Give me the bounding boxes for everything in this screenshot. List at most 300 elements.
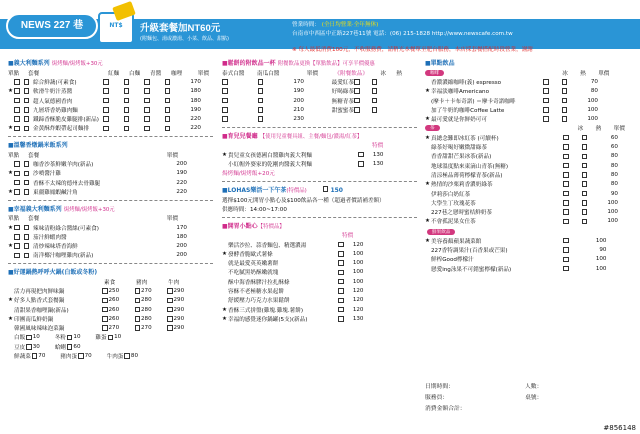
- checkbox[interactable]: [24, 161, 30, 167]
- item-price: 80: [610, 181, 618, 188]
- menu-row: [425, 161, 635, 170]
- star-icon: ★: [8, 224, 14, 231]
- checkbox[interactable]: [338, 307, 344, 313]
- checkbox[interactable]: [14, 88, 20, 94]
- checkbox[interactable]: [103, 79, 109, 85]
- checkbox[interactable]: [258, 116, 264, 122]
- order-summary: [425, 382, 635, 415]
- address: 台南市中西區中正路227巷11號 電話：(06) 215-1828: [292, 30, 431, 37]
- star-icon: ★: [222, 250, 228, 257]
- item-price: 180: [176, 233, 187, 240]
- checkbox[interactable]: [135, 307, 141, 313]
- checkbox[interactable]: [372, 107, 378, 113]
- checkbox[interactable]: [103, 88, 109, 94]
- item-price: 290: [173, 325, 185, 332]
- checkbox[interactable]: [258, 98, 264, 104]
- item-name: 酥中海香酥膠汁拉扎酥條: [228, 279, 290, 286]
- checkbox[interactable]: [582, 200, 588, 206]
- extra-price: 60: [73, 343, 81, 350]
- addon-note: 焗烤麵/焗烤飯+20元: [222, 171, 275, 178]
- item-price: 290: [173, 315, 185, 322]
- checkbox[interactable]: [78, 353, 84, 359]
- item-name: 美容養顏蘋果蔬菜館: [431, 238, 482, 245]
- checkbox[interactable]: [24, 189, 30, 195]
- menu-row: [222, 305, 417, 314]
- checkbox[interactable]: [543, 79, 549, 85]
- checkbox[interactable]: [124, 353, 130, 359]
- section-title: ■溫馨香燉鍋米飯系列: [8, 142, 68, 150]
- checkbox[interactable]: [563, 200, 569, 206]
- item-price: 290: [173, 297, 185, 304]
- checkbox[interactable]: [323, 186, 329, 192]
- checkbox[interactable]: [14, 116, 20, 122]
- checkbox[interactable]: [14, 107, 20, 113]
- item-price: 220: [176, 188, 187, 195]
- checkbox[interactable]: [338, 279, 344, 285]
- checkbox[interactable]: [167, 316, 173, 322]
- checkbox[interactable]: [135, 298, 141, 304]
- section-title-text: ■幸福義大利麵系列: [8, 205, 62, 213]
- checkbox[interactable]: [24, 171, 30, 177]
- checkbox[interactable]: [108, 335, 114, 341]
- checkbox[interactable]: [14, 79, 20, 85]
- checkbox[interactable]: [24, 126, 30, 132]
- checkbox[interactable]: [338, 251, 344, 257]
- menu-row: [8, 159, 213, 168]
- item-price: 270: [108, 325, 120, 332]
- item-price: 100: [595, 265, 607, 272]
- checkbox[interactable]: [124, 88, 130, 94]
- checkbox[interactable]: [124, 116, 130, 122]
- item-price: 90: [599, 246, 607, 253]
- item-price: 100: [607, 218, 618, 225]
- item-name: 咖香沙茶鮮嫩羊肉(新品): [33, 162, 94, 169]
- checkbox[interactable]: [165, 88, 171, 94]
- item-name: 好多人點香式套餐鍋: [14, 298, 65, 305]
- extra-price: 10: [32, 334, 40, 341]
- checkbox[interactable]: [563, 154, 569, 160]
- item-name: 清涼極品薄荷檸檬青茶(新品): [431, 172, 503, 179]
- checkbox[interactable]: [563, 144, 569, 150]
- checkbox[interactable]: [372, 88, 378, 94]
- checkbox[interactable]: [135, 316, 141, 322]
- checkbox[interactable]: [222, 88, 228, 94]
- menu-list: [425, 133, 635, 226]
- checkbox[interactable]: [67, 344, 73, 350]
- checkbox[interactable]: [165, 107, 171, 113]
- checkbox[interactable]: [165, 116, 171, 122]
- checkbox[interactable]: [222, 79, 228, 85]
- checkbox[interactable]: [582, 135, 588, 141]
- section-title: ■單點飲品: [425, 60, 455, 67]
- item-price: 100: [595, 237, 607, 244]
- checkbox[interactable]: [67, 335, 73, 341]
- star-icon: ★: [425, 134, 431, 141]
- checkbox[interactable]: [543, 116, 549, 122]
- menu-row: [8, 87, 213, 96]
- checkbox[interactable]: [24, 180, 30, 186]
- star-icon: ★: [222, 151, 228, 158]
- item-price: 280: [141, 306, 152, 313]
- menu-row: [8, 96, 213, 105]
- col-header: 套餐: [28, 152, 40, 159]
- checkbox[interactable]: [543, 88, 549, 94]
- checkbox[interactable]: [543, 107, 549, 113]
- extra-name: 豬肉蛋: [60, 354, 78, 361]
- checkbox[interactable]: [167, 288, 173, 294]
- checkbox[interactable]: [14, 161, 20, 167]
- section-title-text: ■LOHAS樂活一下午茶: [222, 186, 287, 194]
- checkbox[interactable]: [167, 325, 173, 331]
- divider: [222, 127, 417, 128]
- price: 150: [330, 186, 343, 194]
- item-price: 200: [176, 161, 187, 168]
- checkbox[interactable]: [24, 234, 30, 240]
- checkbox[interactable]: [562, 88, 568, 94]
- checkbox[interactable]: [14, 234, 20, 240]
- checkbox[interactable]: [24, 107, 30, 113]
- checkbox[interactable]: [144, 98, 150, 104]
- menu-row: [222, 268, 417, 277]
- col-header: 南瓜白醬: [257, 70, 280, 77]
- table-header: [222, 231, 417, 240]
- checkbox[interactable]: [124, 98, 130, 104]
- col-header: 熱: [595, 126, 602, 133]
- checkbox[interactable]: [124, 126, 130, 132]
- item-price: 270: [141, 325, 152, 332]
- item-price: 80: [610, 171, 618, 178]
- category-pill: 咖啡: [425, 70, 444, 76]
- col-header: 牛肉: [168, 279, 180, 286]
- table-header: [222, 68, 417, 77]
- checkbox[interactable]: [338, 316, 344, 322]
- menu-row: [8, 187, 213, 196]
- checkbox[interactable]: [124, 79, 130, 85]
- checkbox[interactable]: [582, 172, 588, 178]
- item-price: 200: [293, 97, 304, 104]
- item-price: 280: [141, 315, 152, 322]
- menu-row: [222, 277, 417, 286]
- menu-row: [425, 217, 635, 226]
- checkbox[interactable]: [14, 98, 20, 104]
- item-price: 260: [108, 297, 120, 304]
- star-icon: ★: [8, 170, 14, 177]
- date-label: 日期時間：: [425, 384, 454, 390]
- star-icon: ★: [425, 116, 431, 123]
- menu-row: [425, 133, 635, 142]
- checkbox[interactable]: [338, 270, 344, 276]
- checkbox[interactable]: [144, 126, 150, 132]
- item-name: 小紅帽外婆家的乾剛肉醬義大利麵: [228, 162, 312, 169]
- item-name: 最可愛就是你鮮奶可可: [431, 117, 487, 124]
- menu-row: [425, 170, 635, 179]
- item-price: 100: [587, 106, 598, 113]
- checkbox[interactable]: [338, 260, 344, 266]
- checkbox[interactable]: [24, 98, 30, 104]
- checkbox[interactable]: [582, 144, 588, 150]
- logo: [6, 4, 136, 52]
- item-price: 130: [352, 315, 364, 322]
- addon-note: 附餐飲品更換【單點飲品】可享半價優惠: [277, 61, 375, 67]
- menu-list: [8, 77, 213, 133]
- checkbox[interactable]: [222, 107, 228, 113]
- extra-name: 鮮蔬菜: [14, 354, 31, 361]
- checkbox[interactable]: [102, 307, 108, 313]
- checkbox[interactable]: [102, 288, 108, 294]
- checkbox[interactable]: [165, 126, 171, 132]
- checkbox[interactable]: [562, 79, 568, 85]
- item-price: 120: [352, 306, 364, 313]
- item-name: 227香特調果汁(百香果或芒果): [431, 247, 508, 254]
- menu-row: [8, 241, 213, 250]
- checkbox[interactable]: [24, 243, 30, 249]
- checkbox[interactable]: [582, 154, 588, 160]
- menu-row: [8, 223, 213, 232]
- col-header: 單價: [598, 70, 610, 77]
- checkbox[interactable]: [563, 219, 569, 225]
- item-name: 南洋椰汁咖哩雞肉(新品): [33, 253, 94, 260]
- checkbox[interactable]: [562, 116, 568, 122]
- table-header: [222, 141, 417, 150]
- checkbox[interactable]: [222, 98, 228, 104]
- menu-row: [425, 114, 635, 123]
- checkbox[interactable]: [14, 225, 20, 231]
- checkbox[interactable]: [26, 344, 32, 350]
- extras-row: [8, 333, 213, 342]
- tea-hours: 供應時間：14:00~17:00: [222, 206, 287, 213]
- table-header: [8, 277, 213, 286]
- checkbox[interactable]: [258, 107, 264, 113]
- menu-list: [222, 240, 417, 324]
- item-name: 沙噴醬汁雞: [33, 171, 61, 178]
- item-name: 清甜果香咖哩鍋(新品): [14, 307, 69, 314]
- checkbox[interactable]: [167, 298, 173, 304]
- checkbox[interactable]: [165, 98, 171, 104]
- checkbox[interactable]: [144, 88, 150, 94]
- checkbox[interactable]: [258, 88, 264, 94]
- extra-price: 70: [84, 353, 92, 360]
- checkbox[interactable]: [14, 126, 20, 132]
- extras-row: [8, 351, 213, 360]
- checkbox[interactable]: [354, 79, 360, 85]
- checkbox[interactable]: [32, 353, 38, 359]
- col-header: 套餐: [28, 216, 40, 223]
- extra-name: 白飯: [14, 335, 26, 342]
- section-title-text: ■鬆餅的附飲品一杯: [222, 60, 276, 67]
- menu-list: [8, 286, 213, 332]
- checkbox[interactable]: [358, 161, 364, 167]
- watermark: #856148: [603, 424, 636, 432]
- checkbox[interactable]: [167, 307, 173, 313]
- menu-row: [8, 178, 213, 187]
- checkbox[interactable]: [563, 172, 569, 178]
- extra-name: 牛肉蛋: [106, 354, 124, 361]
- star-icon: ★: [8, 88, 14, 95]
- item-price: 190: [176, 170, 187, 177]
- item-price: 180: [190, 97, 201, 104]
- item-name: (摩卡＋卡布奇諾) ＝摩卡奇諾咖啡: [431, 98, 516, 105]
- checkbox[interactable]: [563, 163, 569, 169]
- checkbox[interactable]: [24, 253, 30, 259]
- col-header: 素食: [104, 279, 116, 286]
- menu-row: [425, 142, 635, 151]
- checkbox[interactable]: [563, 257, 569, 263]
- open-days: (全日均營業·全年無休): [321, 22, 379, 28]
- item-name: 227巷之戀時蜜桔鮮奶茶: [431, 210, 493, 217]
- checkbox[interactable]: [144, 116, 150, 122]
- section-title-text: ■義大利麵系列: [8, 60, 50, 67]
- checkbox[interactable]: [563, 209, 569, 215]
- divider: [222, 181, 417, 182]
- checkbox[interactable]: [144, 79, 150, 85]
- extra-name: 豆皮: [14, 344, 26, 351]
- item-name: 軟滑牛奶汁蒸醬: [33, 89, 73, 96]
- checkbox[interactable]: [258, 79, 264, 85]
- item-price: 260: [108, 306, 120, 313]
- drink-name: 甜蜜蜜茶: [331, 107, 354, 114]
- menu-row: [425, 105, 635, 114]
- checkbox[interactable]: [144, 107, 150, 113]
- menu-row: [425, 255, 635, 264]
- checkbox[interactable]: [543, 98, 549, 104]
- checkbox[interactable]: [338, 242, 344, 248]
- checkbox[interactable]: [338, 288, 344, 294]
- checkbox[interactable]: [582, 219, 588, 225]
- checkbox[interactable]: [24, 88, 30, 94]
- item-name: 幸福淡咖啡Americano: [431, 89, 490, 96]
- col-header: 單價: [613, 126, 625, 133]
- item-name: 韓國風味辣味泡菜鍋: [14, 326, 65, 333]
- checkbox[interactable]: [338, 298, 344, 304]
- checkbox[interactable]: [372, 98, 378, 104]
- item-price: 120: [352, 287, 364, 294]
- checkbox[interactable]: [103, 126, 109, 132]
- item-price: 90: [610, 190, 618, 197]
- checkbox[interactable]: [103, 107, 109, 113]
- category-pill: 鮮果飲品: [427, 229, 455, 235]
- drink-name: 好喝綠茶: [331, 89, 354, 96]
- checkbox[interactable]: [14, 243, 20, 249]
- menu-row: [425, 207, 635, 216]
- item-name: 戀愛ing泳果不可錯蜜檸檬(新品): [431, 266, 512, 273]
- checkbox[interactable]: [354, 107, 360, 113]
- checkbox[interactable]: [582, 209, 588, 215]
- item-price: 100: [607, 209, 618, 216]
- section-title: [222, 221, 417, 230]
- menu-row: [8, 305, 213, 314]
- checkbox[interactable]: [222, 116, 228, 122]
- checkbox[interactable]: [102, 325, 108, 331]
- checkbox[interactable]: [562, 107, 568, 113]
- checkbox[interactable]: [24, 79, 30, 85]
- checkbox[interactable]: [563, 266, 569, 272]
- checkbox[interactable]: [135, 325, 141, 331]
- extra-price: 30: [32, 343, 40, 350]
- notice: ※ 每人最低消費100元，不收服務費，請稍光本餐單至肥台服務，本店採套餐搭配時段營業，謝謝: [292, 47, 533, 53]
- menu-row: [8, 314, 213, 323]
- checkbox[interactable]: [14, 189, 20, 195]
- checkbox[interactable]: [563, 247, 569, 253]
- column-brunch: [222, 58, 417, 324]
- item-price: 100: [587, 97, 598, 104]
- checkbox[interactable]: [582, 191, 588, 197]
- extra-name: 雞蛋: [95, 335, 107, 342]
- item-price: 190: [293, 88, 304, 95]
- menu-row: [8, 124, 213, 133]
- checkbox[interactable]: [14, 171, 20, 177]
- item-name: 加了牛奶的咖啡Coffee Latte: [431, 107, 505, 114]
- extra-name: 冬粉: [54, 335, 66, 342]
- checkbox[interactable]: [372, 79, 378, 85]
- checkbox[interactable]: [14, 180, 20, 186]
- extra-price: 80: [130, 353, 139, 360]
- checkbox[interactable]: [563, 181, 569, 187]
- checkbox[interactable]: [563, 135, 569, 141]
- menu-row: [222, 314, 417, 323]
- menu-row: [425, 189, 635, 198]
- item-price: 80: [610, 153, 618, 160]
- category-pill: 茶: [425, 125, 440, 131]
- checkbox[interactable]: [103, 116, 109, 122]
- checkbox[interactable]: [562, 98, 568, 104]
- checkbox[interactable]: [24, 225, 30, 231]
- checkbox[interactable]: [135, 288, 141, 294]
- brand-suffix: 巷: [73, 20, 84, 31]
- menu-row: [222, 258, 417, 267]
- checkbox[interactable]: [24, 116, 30, 122]
- item-price: 100: [352, 278, 364, 285]
- checkbox[interactable]: [14, 253, 20, 259]
- checkbox[interactable]: [563, 191, 569, 197]
- checkbox[interactable]: [358, 152, 364, 158]
- star-icon: ★: [425, 237, 431, 244]
- checkbox[interactable]: [582, 163, 588, 169]
- item-price: 130: [372, 151, 384, 158]
- drink-name: 最愛紅茶: [331, 79, 354, 86]
- tea-desc: 選擇$100元開胃小點心及$100飲品各一種（超過者價請補差額）: [222, 197, 385, 204]
- checkbox[interactable]: [103, 98, 109, 104]
- star-icon: ★: [425, 181, 431, 188]
- checkbox[interactable]: [354, 98, 360, 104]
- menu-row: [222, 150, 417, 159]
- item-price: 80: [590, 88, 598, 95]
- menu-row: [222, 296, 417, 305]
- item-name: 綜合鮮蔬(可素食): [33, 79, 77, 86]
- item-price: 170: [190, 78, 201, 85]
- checkbox[interactable]: [124, 107, 130, 113]
- checkbox[interactable]: [102, 316, 108, 322]
- section-subtitle: 【特價品】: [257, 223, 285, 230]
- item-name: 貴兒童女孩德國白醬雞肉義大利麵: [228, 152, 312, 159]
- checkbox[interactable]: [354, 88, 360, 94]
- item-name: 真總念難即冰紅茶 (可續杯): [431, 135, 499, 142]
- checkbox[interactable]: [102, 298, 108, 304]
- item-price: 290: [173, 306, 185, 313]
- addon-note: 焗烤麵/焗烤飯+30元: [51, 61, 103, 67]
- checkbox[interactable]: [582, 181, 588, 187]
- star-icon: ★: [8, 297, 14, 304]
- checkbox[interactable]: [165, 79, 171, 85]
- item-price: 220: [190, 125, 201, 132]
- column-drinks: [425, 58, 635, 273]
- section-title-text: ■育兒兒餐廳: [222, 132, 258, 140]
- checkbox[interactable]: [563, 238, 569, 244]
- checkbox[interactable]: [26, 335, 32, 341]
- menu-list: [425, 236, 635, 273]
- item-name: 熱情的沙栗莉香濃奶綠茶: [431, 182, 493, 189]
- col-header: 《附餐飲品》: [334, 70, 368, 77]
- item-price: 290: [173, 287, 185, 294]
